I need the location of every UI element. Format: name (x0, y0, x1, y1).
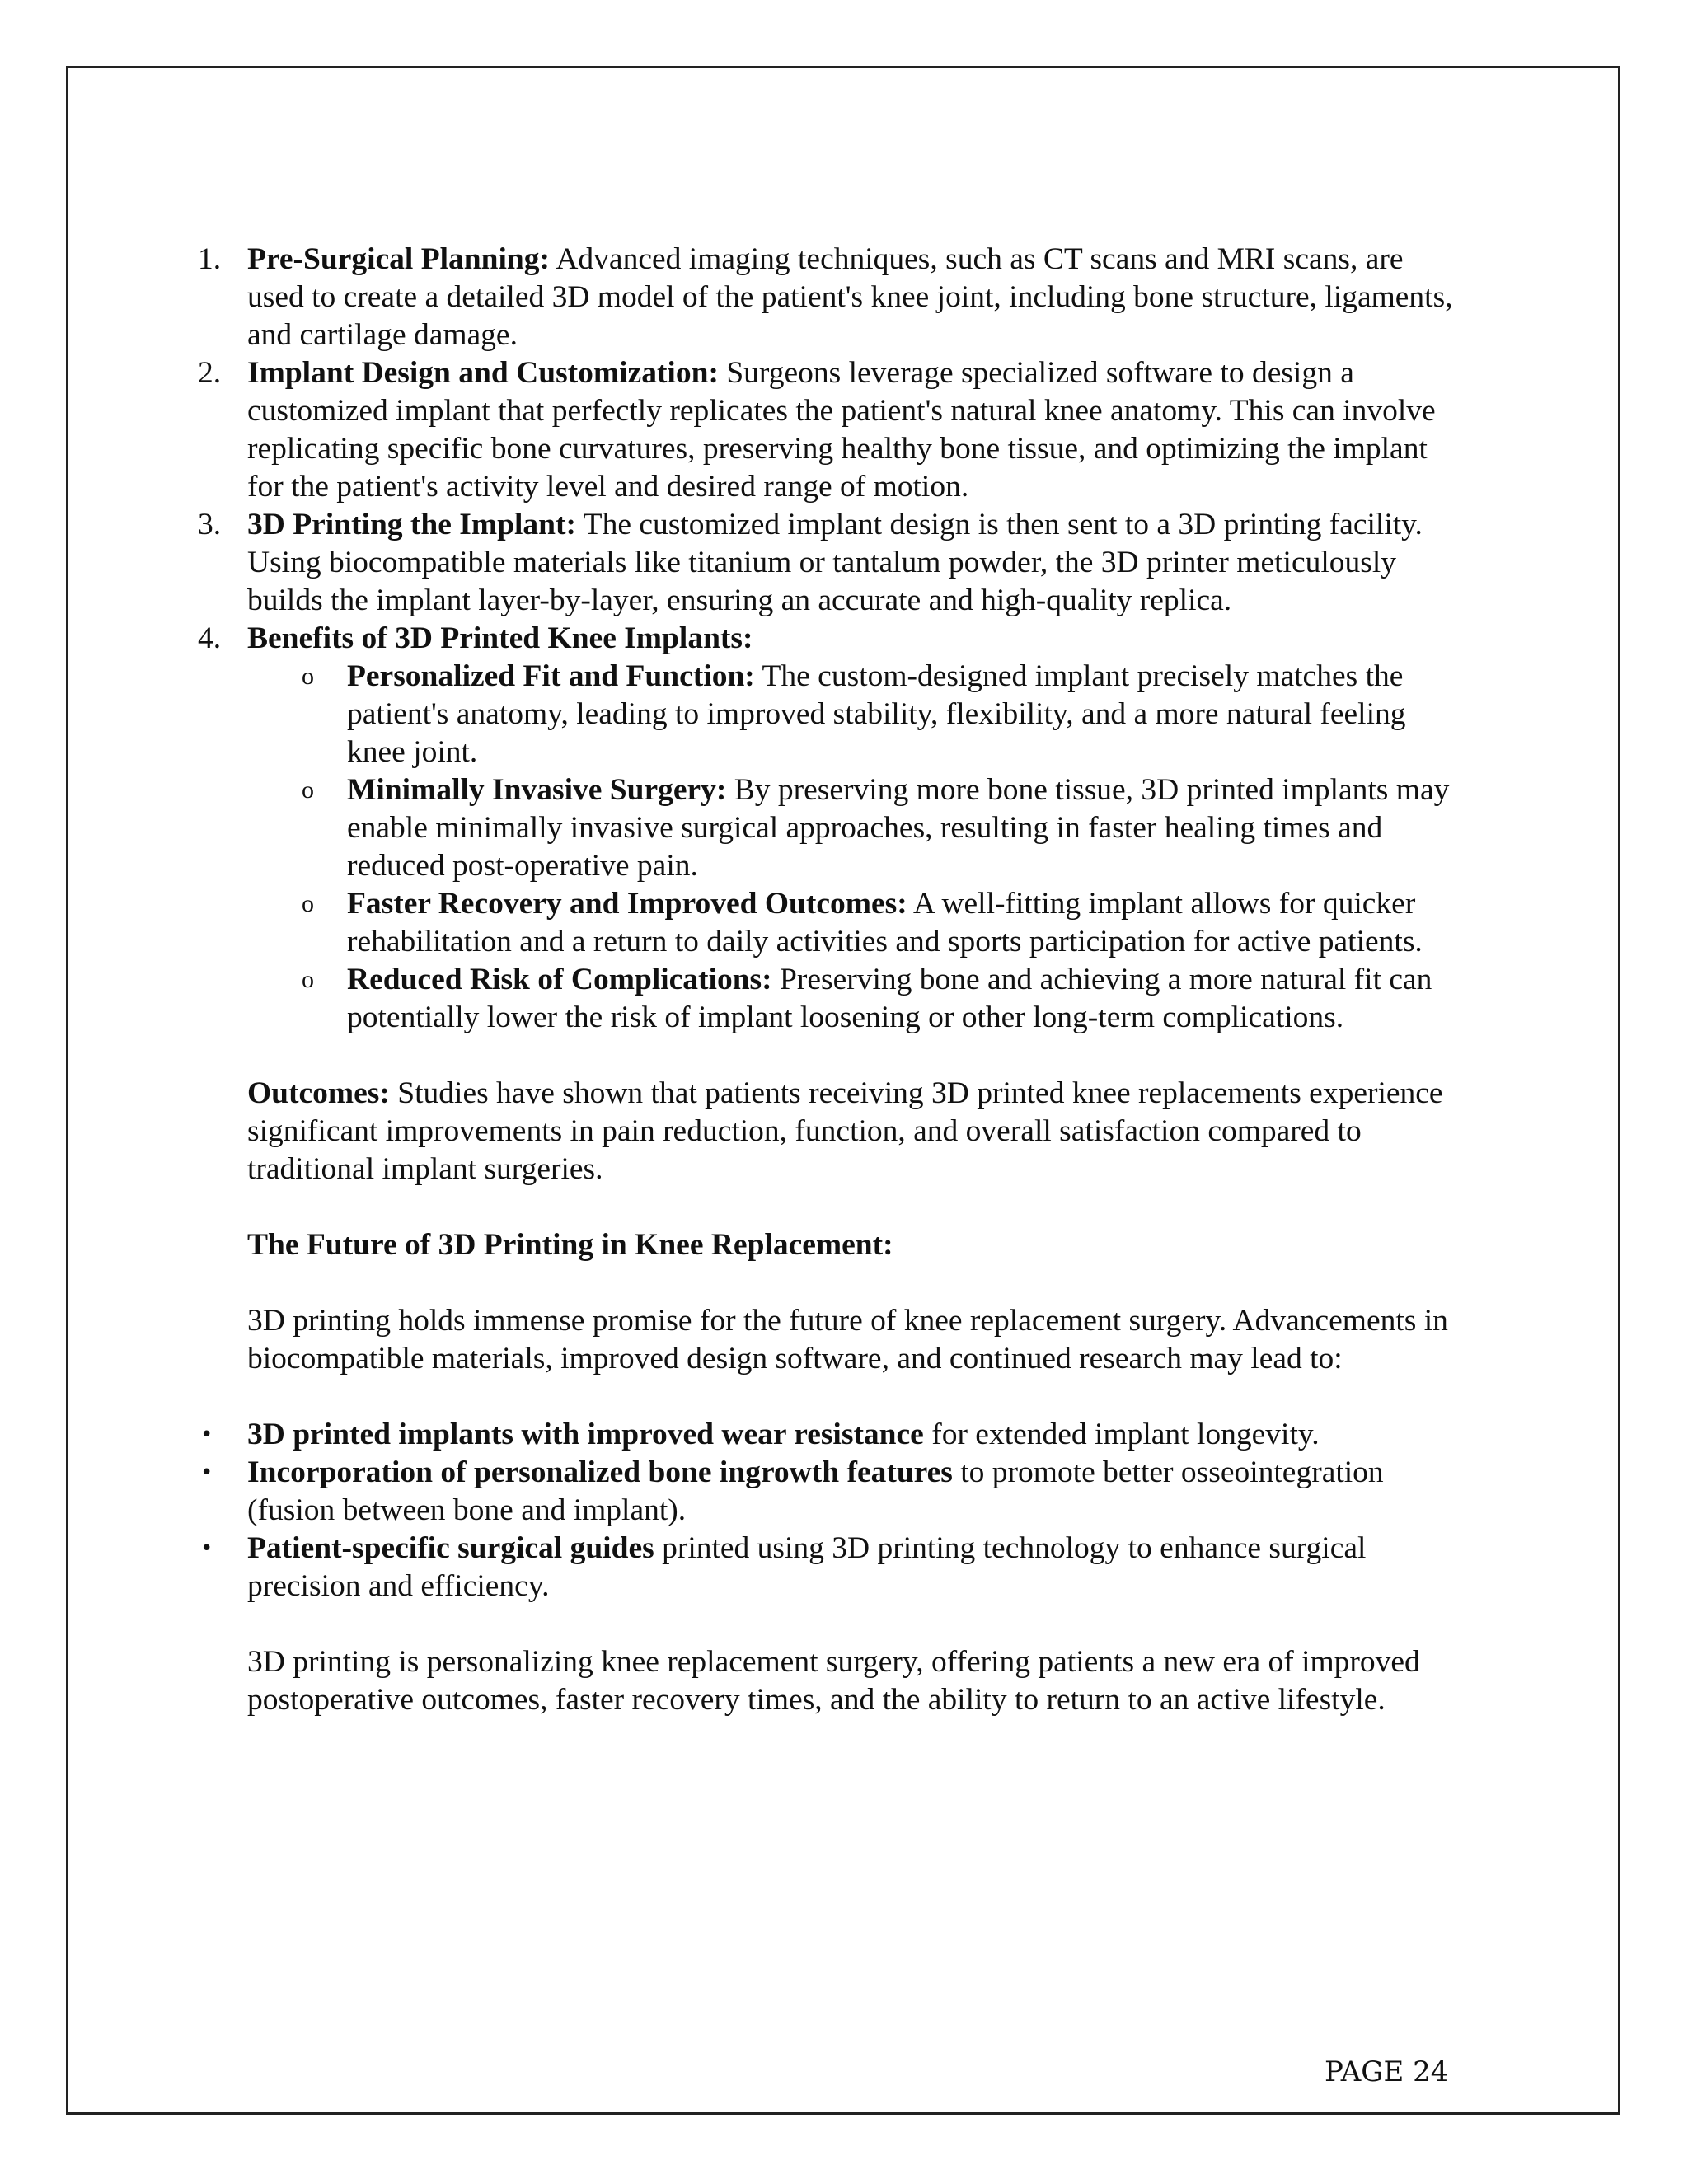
step-title: 3D Printing the Implant: (247, 508, 576, 541)
page-number: PAGE 24 (1325, 2055, 1449, 2088)
closing-paragraph: 3D printing is personalizing knee replacement surgery, offering patients a new era of improved postoperative outcomes, faster recovery times, and the ability to return to an active lifestyle. (247, 1645, 1420, 1717)
future-point-text: printed using 3D printing technology to enhance surgical precision and efficiency. (247, 1531, 1367, 1603)
step-item (198, 506, 1459, 620)
future-point-bold: Incorporation of personalized bone ingrowth features (247, 1455, 953, 1489)
benefit-item (302, 658, 1459, 771)
future-points-list (200, 1416, 1459, 1605)
process-steps-list (198, 241, 1459, 1037)
benefit-title: Reduced Risk of Complications: (347, 963, 772, 996)
outcomes-label: Outcomes: (247, 1076, 390, 1110)
step-item (198, 620, 1459, 1037)
benefit-text: Preserving bone and achieving a more natural fit can potentially lower the risk of implant loosening or other long-term complications. (347, 963, 1432, 1034)
step-number: 2. (198, 356, 222, 390)
step-number: 3. (198, 508, 222, 541)
future-point-item (200, 1530, 1459, 1605)
future-point-item (200, 1454, 1459, 1530)
circle-bullet-icon: o (302, 776, 314, 804)
page-content (198, 241, 1459, 1719)
future-point-bold: Patient-specific surgical guides (247, 1531, 654, 1565)
circle-bullet-icon: o (302, 966, 314, 993)
future-intro-paragraph: 3D printing holds immense promise for the future of knee replacement surgery. Advancements in biocompatible materials, improved design software, and continued research may lead to: (247, 1304, 1448, 1376)
step-title: Benefits of 3D Printed Knee Implants: (247, 621, 753, 655)
step-title: Implant Design and Customization: (247, 356, 719, 390)
circle-bullet-icon: o (302, 663, 314, 690)
step-title: Pre-Surgical Planning: (247, 242, 551, 276)
bullet-icon: • (200, 1536, 213, 1561)
bullet-icon: • (200, 1422, 213, 1447)
step-text: Surgeons leverage specialized software to design a customized implant that perfectly replicates the patient's natural knee anatomy. This can involve replicating specific bone curvatures, preserving healthy bone tissue, and optimizing the implant for the patient's activity level and desired range of motion. (247, 356, 1436, 504)
step-text: Advanced imaging techniques, such as CT scans and MRI scans, are used to create a detailed 3D model of the patient's knee joint, including bone structure, ligaments, and cartilage damage. (247, 242, 1453, 352)
benefit-item (302, 885, 1459, 961)
benefit-text: A well-fitting implant allows for quicker rehabilitation and a return to daily activities and sports participation for active patients. (347, 887, 1423, 958)
benefit-title: Minimally Invasive Surgery: (347, 773, 727, 807)
future-point-item (200, 1416, 1459, 1454)
benefit-text: The custom-designed implant precisely matches the patient's anatomy, leading to improved stability, flexibility, and a more natural feeling knee joint. (347, 659, 1406, 769)
future-point-text: to promote better osseointegration (fusion between bone and implant). (247, 1455, 1384, 1527)
outcomes-text: Studies have shown that patients receiving 3D printed knee replacements experience significant improvements in pain reduction, function, and overall satisfaction compared to traditional implant surgeries. (247, 1076, 1443, 1186)
benefit-item (302, 771, 1459, 885)
step-number: 1. (198, 242, 222, 276)
circle-bullet-icon: o (302, 890, 314, 917)
benefit-title: Faster Recovery and Improved Outcomes: (347, 887, 907, 921)
step-text: The customized implant design is then sent to a 3D printing facility. Using biocompatible materials like titanium or tantalum powder, the 3D printer meticulously builds the implant layer-by-layer, ensuring an accurate and high-quality replica. (247, 508, 1423, 617)
step-item (198, 354, 1459, 506)
bullet-icon: • (200, 1460, 213, 1485)
benefit-item (302, 961, 1459, 1037)
future-heading: The Future of 3D Printing in Knee Replacement: (247, 1228, 893, 1262)
future-point-bold: 3D printed implants with improved wear resistance (247, 1418, 924, 1451)
benefit-title: Personalized Fit and Function: (347, 659, 755, 693)
outcomes-paragraph (247, 1075, 1459, 1188)
benefit-text: By preserving more bone tissue, 3D printed implants may enable minimally invasive surgical approaches, resulting in faster healing times and reduced post-operative pain. (347, 773, 1450, 883)
step-item (198, 241, 1459, 354)
benefits-list (247, 658, 1459, 1037)
step-number: 4. (198, 621, 222, 655)
future-point-text: for extended implant longevity. (923, 1418, 1320, 1451)
